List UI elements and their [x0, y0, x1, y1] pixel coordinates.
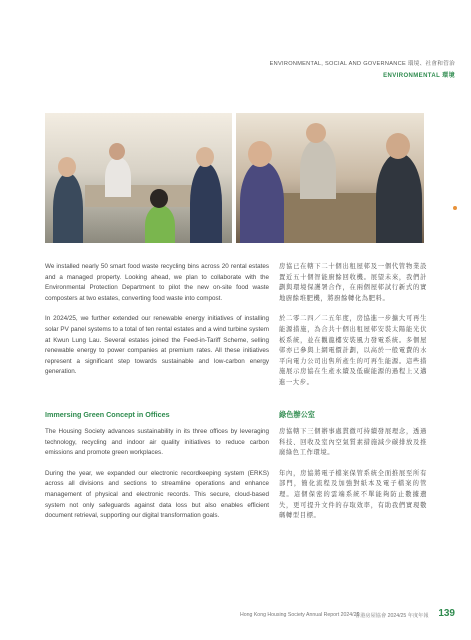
- en-paragraph-4: During the year, we expanded our electronic recordkeeping system (ERKS) across all divisions and sections to streamline operations and enhance management of physical and electronic records. This secure, cloud-based system not only safeguards against data loss but also enables efficient document retrieval, supporting our digital transformation goals.: [45, 469, 269, 520]
- en-paragraph-3: The Housing Society advances sustainability in its three offices by leveraging technology, recycling and indoor air quality initiatives to reduce carbon emissions and promote green workplaces.: [45, 428, 269, 457]
- chinese-column: [279, 262, 427, 399]
- person-head: [58, 157, 76, 177]
- person-head: [386, 133, 410, 159]
- footer-report-title-zh: 香港房屋協會 2024/25 年度年報: [355, 613, 429, 619]
- decor-dot: [453, 206, 457, 210]
- zh-paragraph-4: 年內，房協將電子檔案保管系統全面推展至所有部門，簡化流程及加強對紙本及電子檔案的管理。這個保密的雲端系統不單能夠防止數據遺失，更可提升文件的存取效率，有助我們實現數碼轉型目標。: [279, 469, 427, 520]
- zh-paragraph-1: 房協已在轄下二十個出租屋邨及一個代管物業設置近五十個智能廚餘回收機。展望未來，我們計劃與環境保護署合作，在兩個屋邨試行新式的實地廚餘堆肥機，將廚餘轉化為肥料。: [279, 263, 427, 302]
- english-column-2: [45, 427, 269, 532]
- person-figure: [376, 153, 422, 243]
- en-paragraph-1: We installed nearly 50 smart food waste recycling bins across 20 rental estates and a managed property. Looking ahead, we plan to collaborate with the Environmental Protection Department to pilot the new on-site food waste composters at two estates, converting food waste into compost.: [45, 263, 269, 302]
- en-section-heading: Immersing Green Concept in Offices: [45, 410, 170, 419]
- english-column: [45, 262, 269, 388]
- person-figure: [240, 161, 284, 243]
- person-head: [150, 189, 168, 208]
- person-head: [248, 141, 272, 167]
- chinese-column-2: [279, 427, 427, 532]
- footer-report-title: Hong Kong Housing Society Annual Report 2024/25: [240, 612, 360, 618]
- person-head: [306, 123, 326, 143]
- zh-paragraph-2: 於二零二四／二五年度，房協進一步擴大可再生能源措施，為合共十個出租屋邨安裝太陽能光伏板系統，並在觀龍樓安裝風力發電系統。多個屋邨亦已參與上網電價計劃，以高於一般電費的水平向電力公司出售所產生的可再生能源。這些措施展示房協在生產永續及低碳能源的過程上又邁進一大步。: [279, 315, 427, 386]
- photo-right: [236, 113, 424, 243]
- zh-section-heading: 綠色辦公室: [279, 410, 315, 419]
- person-figure: [190, 163, 222, 243]
- person-head: [196, 147, 214, 167]
- person-figure: [53, 173, 83, 243]
- person-figure: [300, 139, 336, 199]
- photo-left: [45, 113, 232, 243]
- en-paragraph-2: In 2024/25, we further extended our renewable energy initiatives of installing solar PV panel systems to a total of ten rental estates and a wind turbine system at Kwun Lung Lau. Several estates joined the Feed-in-Tariff Scheme, selling renewable energy to power companies at premium rates. All these initiatives represent a significant step towards sustainable and low-carbon energy generation.: [45, 315, 269, 376]
- person-figure: [145, 205, 175, 243]
- zh-paragraph-3: 房協轄下三個辦事處貫徹可持續發展理念，透過科技、回收及室內空氣質素措施減少碳排放及推廣綠色工作環境。: [279, 428, 427, 457]
- person-head: [109, 143, 125, 160]
- page-number: 139: [438, 608, 455, 619]
- person-figure: [105, 157, 131, 197]
- subsection-header: ENVIRONMENTAL 環境: [383, 73, 455, 79]
- section-header: ENVIRONMENTAL, SOCIAL AND GOVERNANCE 環境、社會和管治: [269, 61, 455, 67]
- table-shape: [85, 185, 195, 207]
